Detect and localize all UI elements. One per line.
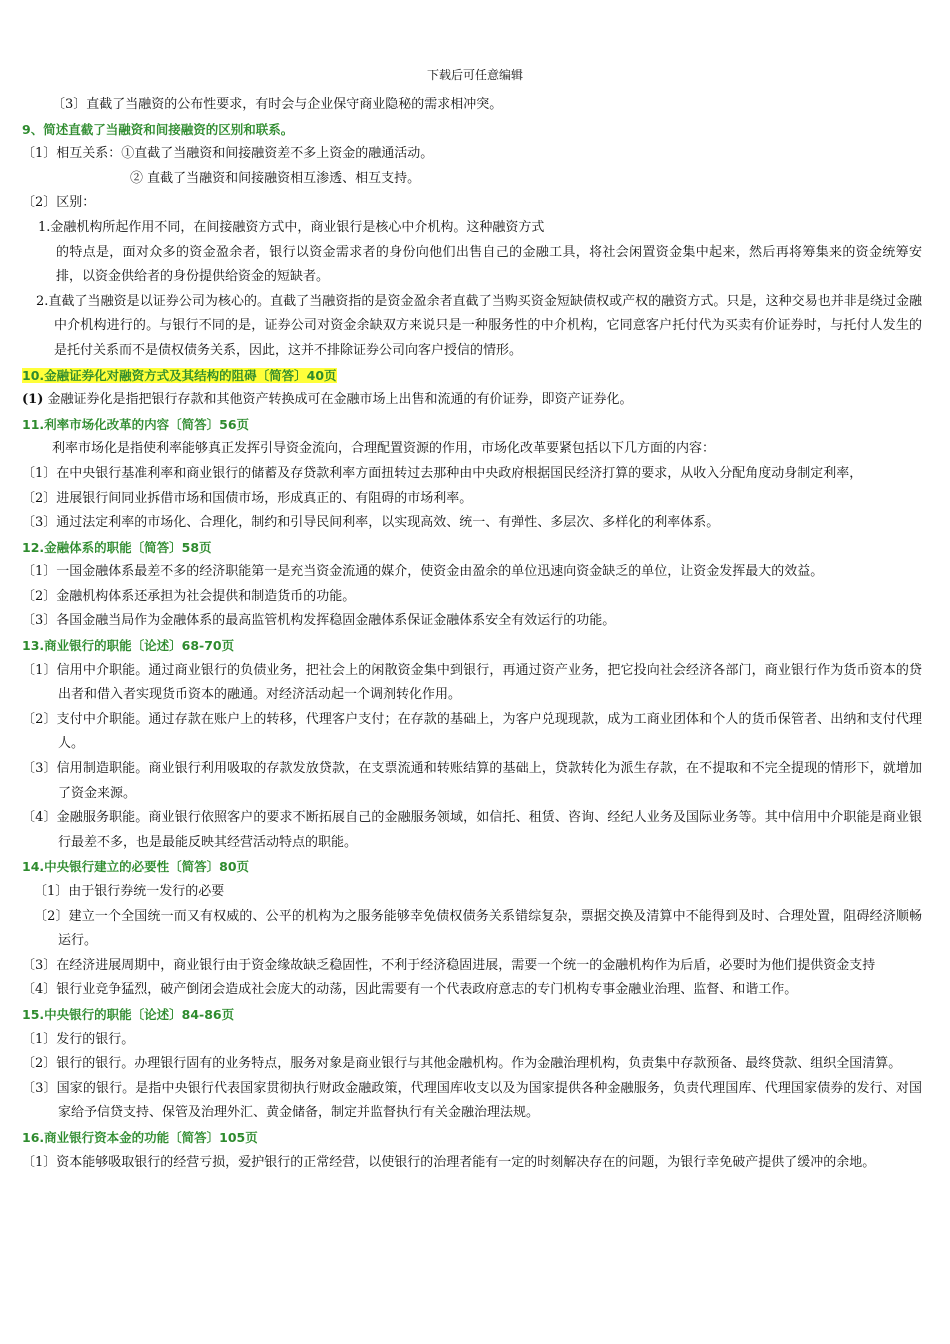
paragraph: 〔1〕在中央银行基准利率和商业银行的储蓄及存贷款利率方面扭转过去那种由中央政府根据国民经济打算的要求，从收入分配角度动身制定利率， [22, 465, 863, 481]
section-heading-15: 15.中央银行的职能〔论述〕84-86页 [22, 1006, 235, 1022]
paragraph: 〔2〕区别： [22, 195, 96, 211]
paragraph: 〔2〕进展银行间同业拆借市场和国债市场，形成真正的、有阻碍的市场利率。 [22, 490, 473, 506]
paragraph: 〔4〕金融服务职能。商业银行依照客户的要求不断拓展自己的金融服务领域，如信托、租赁、咨询、经纪人业务及国际业务等。其中信用中介职能是商业银行最差不多，也是最能反映其经营活动特点的职能。 [22, 810, 922, 850]
page-header: 下载后可任意编辑 [426, 68, 523, 82]
paragraph: 〔2〕金融机构体系还承担为社会提供和制造货币的功能。 [22, 588, 356, 604]
paragraph: 〔3〕直截了当融资的公布性要求，有时会与企业保守商业隐秘的需求相冲突。 [52, 97, 503, 112]
paragraph: 〔1〕由于银行券统一发行的必要 [34, 884, 225, 899]
section-heading-16: 16.商业银行资本金的功能〔简答〕105页 [22, 1129, 258, 1145]
paragraph: 2.直截了当融资是以证券公司为核心的。直截了当融资指的是资金盈余者直截了当购买资金短缺债权或产权的融资方式。只是，这种交易也并非是绕过金融中介机构进行的。与银行不同的是，证券公司对资金余缺双方来说只是一种服务性的中介机构，它同意客户托付代为买卖有价证券时，与托付人发生的是托付关系而不是债权债务关系，因此，这并不排除证券公司向客户授信的情形。 [36, 293, 922, 358]
section-heading-14: 14.中央银行建立的必要性〔简答〕80页 [22, 859, 250, 875]
item-text: 金融证券化是指把银行存款和其他资产转换成可在金融市场上出售和流通的有价证券，即资产证券化。 [47, 392, 633, 408]
paragraph: 〔2〕支付中介职能。通过存款在账户上的转移，代理客户支付；在存款的基础上，为客户兑现现款，成为工商业团体和个人的货币保管者、出纳和支付代理人。 [22, 711, 922, 752]
item-number: (1) [22, 392, 44, 408]
section-heading-12: 12.金融体系的职能〔简答〕58页 [22, 539, 212, 555]
section-heading-11: 11.利率市场化改革的内容〔简答〕56页 [22, 416, 250, 432]
paragraph: 〔3〕在经济进展周期中，商业银行由于资金缘故缺乏稳固性，不利于经济稳固进展，需要一个统一的金融机构作为后盾，必要时为他们提供资金支持 [22, 957, 876, 973]
paragraph: ② 直截了当融资和间接融资相互渗透、相互支持。 [130, 170, 421, 186]
paragraph: 〔1〕发行的银行。 [22, 1031, 135, 1047]
paragraph: 〔1〕信用中介职能。通过商业银行的负债业务，把社会上的闲散资金集中到银行，再通过资产业务，把它投向社会经济各部门，商业银行作为货币资本的贷出者和借入者实现货币资本的融通。对经济活动起一个调剂转化作用。 [22, 662, 922, 703]
document-body [22, 93, 922, 1175]
section-heading-9: 9、简述直截了当融资和间接融资的区别和联系。 [22, 121, 294, 137]
paragraph: 的特点是，面对众多的资金盈余者，银行以资金需求者的身份向他们出售自己的金融工具，将社会闲置资金集中起来，然后再将筹集来的资金统筹安排，以资金供给者的身份提供给资金的短缺者。 [56, 244, 922, 285]
paragraph: 〔1〕相互关系：①直截了当融资和间接融资差不多上资金的融通活动。 [22, 146, 434, 162]
paragraph: 〔4〕银行业竞争猛烈，破产倒闭会造成社会庞大的动荡，因此需要有一个代表政府意志的专门机构专事金融业治理、监督、和谐工作。 [22, 982, 798, 998]
highlighted-heading: 10.金融证券化对融资方式及其结构的阻碍〔简答〕40页 [22, 367, 337, 383]
paragraph [22, 388, 922, 413]
paragraph: 〔3〕通过法定利率的市场化、合理化，制约和引导民间利率，以实现高效、统一、有弹性、多层次、多样化的利率体系。 [22, 515, 720, 531]
paragraph: 〔1〕一国金融体系最差不多的经济职能第一是充当资金流通的媒介，使资金由盈余的单位迅速向资金缺乏的单位，让资金发挥最大的效益。 [22, 564, 824, 580]
paragraph: 〔2〕银行的银行。办理银行固有的业务特点，服务对象是商业银行与其他金融机构。作为金融治理机构，负责集中存款预备、最终贷款、组织全国清算。 [22, 1056, 902, 1072]
paragraph: 利率市场化是指使利率能够真正发挥引导资金流向，合理配置资源的作用，市场化改革要紧包括以下几方面的内容： [52, 441, 716, 457]
section-heading-13: 13.商业银行的职能〔论述〕68-70页 [22, 638, 235, 654]
paragraph: 〔2〕建立一个全国统一而又有权威的、公平的机构为之服务能够幸免债权债务关系错综复杂，票据交换及清算中不能得到及时、合理处置，阻碍经济顺畅运行。 [34, 908, 922, 949]
paragraph: 1.金融机构所起作用不同，在间接融资方式中，商业银行是核心中介机构。这种融资方式 [38, 219, 545, 235]
paragraph: 〔3〕各国金融当局作为金融体系的最高监管机构发挥稳固金融体系保证金融体系安全有效运行的功能。 [22, 613, 616, 629]
section-heading-10 [22, 364, 922, 389]
paragraph: 〔3〕信用制造职能。商业银行利用吸取的存款发放贷款，在支票流通和转账结算的基础上，贷款转化为派生存款，在不提取和不完全提现的情形下，就增加了资金来源。 [22, 761, 922, 801]
paragraph: 〔1〕资本能够吸取银行的经营亏损，爱护银行的正常经营，以使银行的治理者能有一定的时刻解决存在的问题，为银行幸免破产提供了缓冲的余地。 [22, 1154, 876, 1170]
paragraph: 〔3〕国家的银行。是指中央银行代表国家贯彻执行财政金融政策，代理国库收支以及为国家提供各种金融服务，负责代理国库、代理国家债券的发行、对国家给予信贷支持、保管及治理外汇、黄金储备，制定并监督执行有关金融治理法规。 [22, 1080, 922, 1121]
